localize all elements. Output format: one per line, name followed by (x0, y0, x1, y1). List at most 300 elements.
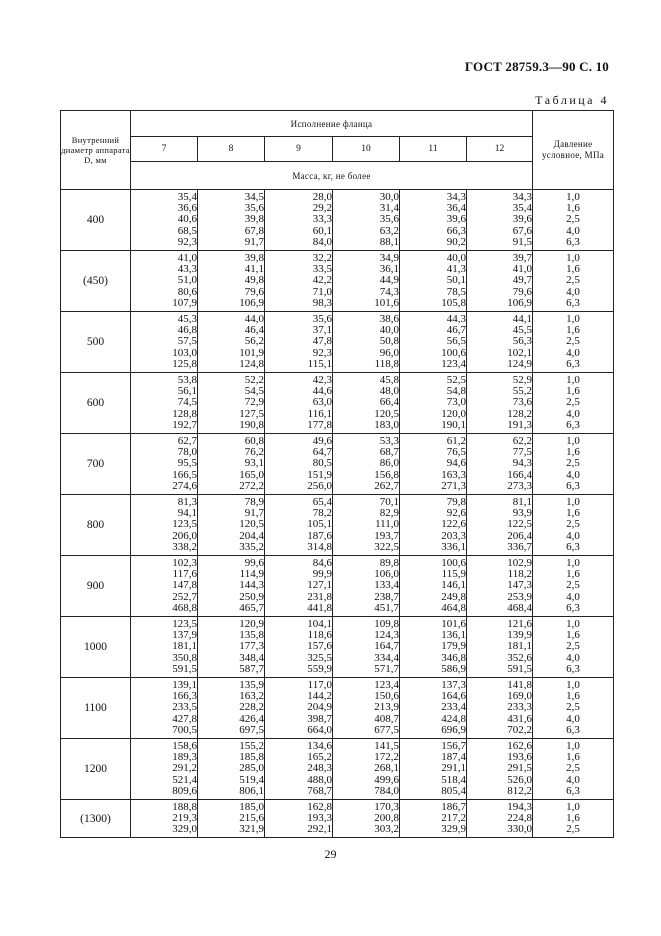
mass-value: 44,0 (244, 312, 264, 325)
mass-value: 451,7 (374, 601, 399, 614)
mass-value: 521,4 (172, 773, 197, 786)
mass-value: 141,8 (507, 678, 533, 691)
mass-values-cell (131, 678, 198, 739)
mass-value: 36,6 (177, 202, 197, 215)
mass-value: 120,5 (374, 407, 399, 420)
mass-value: 35,6 (244, 202, 264, 215)
mass-value: 40,6 (177, 213, 197, 226)
mass-value: 49,8 (244, 274, 264, 287)
mass-value: 115,1 (307, 357, 332, 370)
mass-values-cell (400, 556, 467, 617)
mass-values-cell (198, 373, 265, 434)
mass-value: 193,6 (507, 751, 533, 764)
mass-value: 166,5 (172, 468, 197, 481)
mass-value: 189,3 (172, 751, 197, 764)
pressure-value: 2,5 (566, 640, 580, 653)
mass-value: 115,9 (441, 568, 466, 581)
mass-value: 94,3 (512, 457, 533, 470)
mass-value: 157,6 (307, 640, 332, 653)
mass-values-cell (333, 434, 400, 495)
header-mass-label: Масса, кг, не более (131, 162, 533, 190)
mass-value: 101,6 (441, 617, 466, 630)
pressure-value: 2,5 (566, 335, 580, 348)
mass-value: 105,1 (307, 518, 332, 531)
mass-value: 80,5 (312, 457, 332, 470)
pressure-value: 1,0 (566, 251, 580, 264)
mass-value: 114,9 (239, 568, 264, 581)
mass-value: 99,9 (312, 568, 332, 581)
table-row (61, 373, 614, 434)
mass-value: 179,9 (441, 640, 466, 653)
mass-value: 188,8 (172, 800, 197, 813)
mass-values-cell (265, 556, 333, 617)
mass-values-cell (467, 251, 533, 312)
mass-values-cell (400, 800, 467, 838)
mass-value: 664,0 (307, 723, 332, 736)
mass-value: 78,0 (177, 446, 197, 459)
mass-value: 41,0 (177, 251, 197, 264)
mass-value: 41,1 (244, 263, 264, 276)
mass-value: 52,5 (446, 373, 466, 386)
mass-value: 73,6 (512, 396, 533, 409)
mass-value: 45,5 (512, 324, 533, 337)
mass-value: 303,2 (374, 823, 399, 836)
mass-value: 215,6 (239, 811, 264, 824)
mass-value: 42,3 (312, 373, 332, 386)
mass-value: 117,6 (172, 568, 197, 581)
mass-values-cell (198, 434, 265, 495)
mass-values-cell (198, 556, 265, 617)
mass-values-cell (400, 190, 467, 251)
mass-values-cell (198, 190, 265, 251)
mass-value: 696,9 (441, 723, 466, 736)
mass-value: 441,8 (307, 601, 332, 614)
mass-value: 330,0 (507, 823, 533, 836)
mass-values-cell (400, 617, 467, 678)
mass-value: 135,8 (239, 629, 264, 642)
mass-value: 559,9 (307, 662, 332, 675)
mass-values-cell (131, 617, 198, 678)
mass-value: 158,6 (172, 739, 197, 752)
mass-value: 166,4 (507, 468, 533, 481)
mass-values-cell (467, 617, 533, 678)
mass-value: 68,5 (177, 224, 197, 237)
mass-value: 34,3 (512, 190, 533, 203)
mass-value: 96,0 (379, 346, 399, 359)
pressure-value: 4,0 (566, 529, 580, 542)
header-version-number: 12 (467, 137, 533, 162)
pressure-cell (533, 556, 614, 617)
header-version-number: 9 (265, 137, 333, 162)
mass-value: 40,0 (379, 324, 399, 337)
mass-value: 101,6 (374, 296, 399, 309)
mass-value: 181,1 (507, 640, 533, 653)
mass-values-cell (333, 556, 400, 617)
mass-value: 67,8 (244, 224, 264, 237)
pressure-value: 1,0 (566, 678, 580, 691)
mass-values-cell (265, 678, 333, 739)
mass-value: 165,2 (307, 751, 332, 764)
mass-value: 518,4 (441, 773, 466, 786)
mass-value: 81,3 (177, 495, 197, 508)
mass-value: 57,5 (177, 335, 197, 348)
pressure-value: 1,0 (566, 800, 580, 813)
mass-value: 56,3 (512, 335, 533, 348)
mass-value: 49,6 (312, 434, 332, 447)
mass-values-cell (131, 190, 198, 251)
mass-value: 133,4 (374, 579, 399, 592)
mass-value: 50,1 (446, 274, 466, 287)
mass-value: 124,9 (507, 357, 533, 370)
document-header: ГОСТ 28759.3—90 С. 10 (464, 59, 609, 74)
mass-value: 526,0 (507, 773, 533, 786)
mass-values-cell (400, 739, 467, 800)
pressure-value: 2,5 (566, 396, 580, 409)
mass-value: 204,4 (239, 529, 264, 542)
mass-value: 805,4 (441, 784, 466, 797)
mass-table (60, 110, 614, 838)
mass-value: 424,8 (441, 712, 466, 725)
mass-value: 200,8 (374, 811, 399, 824)
header-flange-version: Исполнение фланца (131, 111, 533, 137)
mass-value: 206,4 (507, 529, 533, 542)
mass-value: 106,0 (374, 568, 399, 581)
mass-value: 63,2 (379, 224, 399, 237)
mass-value: 150,6 (374, 690, 399, 703)
mass-value: 137,9 (172, 629, 197, 642)
mass-value: 274,6 (172, 479, 197, 492)
table-row (61, 800, 614, 838)
mass-values-cell (198, 495, 265, 556)
mass-value: 571,7 (374, 662, 399, 675)
mass-value: 42,2 (312, 274, 332, 287)
mass-values-cell (265, 373, 333, 434)
pressure-value: 4,0 (566, 407, 580, 420)
mass-values-cell (333, 373, 400, 434)
mass-value: 63,0 (312, 396, 332, 409)
mass-value: 30,0 (379, 190, 399, 203)
mass-value: 426,4 (239, 712, 264, 725)
pressure-value: 4,0 (566, 346, 580, 359)
mass-value: 44,1 (512, 312, 533, 325)
mass-value: 156,7 (441, 739, 466, 752)
mass-value: 206,0 (172, 529, 197, 542)
mass-value: 219,3 (172, 811, 197, 824)
mass-value: 488,0 (307, 773, 332, 786)
mass-value: 697,5 (239, 723, 264, 736)
mass-value: 291,5 (507, 762, 533, 775)
pressure-value: 2,5 (566, 823, 580, 836)
mass-value: 334,4 (374, 651, 399, 664)
mass-value: 103,0 (172, 346, 197, 359)
mass-value: 151,9 (307, 468, 332, 481)
pressure-value: 6,3 (566, 235, 580, 248)
pressure-value: 1,6 (566, 446, 580, 459)
mass-value: 33,3 (312, 213, 332, 226)
mass-value: 106,9 (239, 296, 264, 309)
pressure-value: 2,5 (566, 457, 580, 470)
pressure-value: 2,5 (566, 213, 580, 226)
pressure-value: 1,6 (566, 568, 580, 581)
mass-value: 60,1 (312, 224, 332, 237)
mass-value: 76,5 (446, 446, 466, 459)
table-row (61, 251, 614, 312)
mass-value: 55,2 (512, 385, 533, 398)
pressure-value: 4,0 (566, 590, 580, 603)
mass-values-cell (198, 739, 265, 800)
mass-values-cell (198, 800, 265, 838)
mass-value: 31,4 (379, 202, 399, 215)
mass-values-cell (467, 312, 533, 373)
pressure-cell (533, 617, 614, 678)
mass-value: 335,2 (239, 540, 264, 553)
mass-value: 812,2 (507, 784, 533, 797)
pressure-value: 1,0 (566, 495, 580, 508)
mass-value: 41,0 (512, 263, 533, 276)
mass-values-cell (467, 556, 533, 617)
mass-value: 123,5 (172, 617, 197, 630)
mass-value: 217,2 (441, 811, 466, 824)
table-row (61, 434, 614, 495)
mass-value: 35,6 (379, 213, 399, 226)
pressure-cell (533, 739, 614, 800)
mass-value: 35,4 (512, 202, 533, 215)
mass-values-cell (333, 495, 400, 556)
mass-value: 56,5 (446, 335, 466, 348)
mass-value: 124,8 (239, 357, 264, 370)
mass-value: 88,1 (379, 235, 399, 248)
mass-values-cell (131, 312, 198, 373)
mass-values-cell (467, 800, 533, 838)
mass-value: 228,2 (239, 701, 264, 714)
mass-value: 164,7 (374, 640, 399, 653)
mass-value: 204,9 (307, 701, 332, 714)
table-row (61, 190, 614, 251)
mass-values-cell (198, 678, 265, 739)
mass-value: 56,1 (177, 385, 197, 398)
mass-value: 74,5 (177, 396, 197, 409)
mass-value: 80,6 (177, 285, 197, 298)
mass-value: 336,1 (441, 540, 466, 553)
mass-values-cell (198, 251, 265, 312)
mass-value: 123,5 (172, 518, 197, 531)
mass-value: 44,9 (379, 274, 399, 287)
mass-value: 224,8 (507, 811, 533, 824)
mass-value: 79,6 (512, 285, 533, 298)
mass-value: 700,5 (172, 723, 197, 736)
mass-value: 34,5 (244, 190, 264, 203)
mass-value: 78,2 (312, 507, 332, 520)
mass-value: 292,1 (307, 823, 332, 836)
mass-value: 165,0 (239, 468, 264, 481)
mass-value: 191,3 (507, 418, 533, 431)
mass-values-cell (265, 251, 333, 312)
pressure-value: 1,0 (566, 617, 580, 630)
mass-value: 111,0 (375, 518, 399, 531)
table-row (61, 556, 614, 617)
mass-value: 76,2 (244, 446, 264, 459)
mass-value: 122,5 (507, 518, 533, 531)
pressure-value: 1,6 (566, 507, 580, 520)
pressure-value: 1,6 (566, 202, 580, 215)
mass-value: 91,7 (244, 507, 264, 520)
mass-value: 62,2 (512, 434, 533, 447)
mass-value: 127,5 (239, 407, 264, 420)
mass-value: 262,7 (374, 479, 399, 492)
mass-value: 233,4 (441, 701, 466, 714)
mass-values-cell (333, 678, 400, 739)
mass-value: 81,1 (512, 495, 533, 508)
mass-value: 84,6 (312, 556, 332, 569)
mass-value: 427,8 (172, 712, 197, 725)
mass-value: 164,6 (441, 690, 466, 703)
mass-value: 350,8 (172, 651, 197, 664)
mass-values-cell (467, 434, 533, 495)
mass-value: 106,9 (507, 296, 533, 309)
pressure-value: 6,3 (566, 296, 580, 309)
mass-value: 41,3 (446, 263, 466, 276)
mass-value: 99,6 (244, 556, 264, 569)
mass-value: 591,5 (172, 662, 197, 675)
mass-value: 82,9 (379, 507, 399, 520)
mass-value: 36,1 (379, 263, 399, 276)
mass-values-cell (265, 190, 333, 251)
mass-value: 68,7 (379, 446, 399, 459)
pressure-value: 4,0 (566, 773, 580, 786)
mass-value: 37,1 (312, 324, 332, 337)
mass-values-cell (400, 434, 467, 495)
pressure-value: 1,0 (566, 312, 580, 325)
mass-value: 94,1 (177, 507, 197, 520)
mass-values-cell (467, 678, 533, 739)
mass-value: 39,6 (446, 213, 466, 226)
header-version-number: 8 (198, 137, 265, 162)
mass-value: 291,2 (172, 762, 197, 775)
mass-value: 29,2 (312, 202, 332, 215)
mass-values-cell (265, 495, 333, 556)
mass-values-cell (333, 617, 400, 678)
mass-value: 139,9 (507, 629, 533, 642)
pressure-value: 4,0 (566, 285, 580, 298)
mass-value: 54,5 (244, 385, 264, 398)
mass-value: 322,5 (374, 540, 399, 553)
header-pressure: Давление условное, МПа (533, 111, 614, 190)
mass-value: 253,9 (507, 590, 533, 603)
mass-values-cell (333, 251, 400, 312)
pressure-cell (533, 373, 614, 434)
mass-value: 45,3 (177, 312, 197, 325)
pressure-value: 6,3 (566, 540, 580, 553)
mass-value: 101,9 (239, 346, 264, 359)
mass-value: 102,3 (172, 556, 197, 569)
mass-value: 60,8 (244, 434, 264, 447)
mass-value: 806,1 (239, 784, 264, 797)
pressure-value: 6,3 (566, 723, 580, 736)
pressure-value: 2,5 (566, 701, 580, 714)
mass-value: 46,4 (244, 324, 264, 337)
mass-value: 118,2 (507, 568, 533, 581)
mass-value: 92,3 (312, 346, 332, 359)
diameter-cell: 1100 (61, 678, 131, 739)
mass-value: 62,7 (177, 434, 197, 447)
pressure-value: 2,5 (566, 274, 580, 287)
mass-values-cell (131, 373, 198, 434)
mass-value: 336,7 (507, 540, 533, 553)
pressure-cell (533, 495, 614, 556)
diameter-cell: 1000 (61, 617, 131, 678)
pressure-value: 1,6 (566, 811, 580, 824)
pressure-cell (533, 190, 614, 251)
mass-values-cell (198, 312, 265, 373)
mass-value: 118,8 (374, 357, 399, 370)
mass-values-cell (467, 739, 533, 800)
mass-value: 268,1 (374, 762, 399, 775)
mass-value: 123,4 (374, 678, 399, 691)
mass-value: 79,6 (244, 285, 264, 298)
mass-value: 346,8 (441, 651, 466, 664)
mass-value: 677,5 (374, 723, 399, 736)
mass-value: 190,8 (239, 418, 264, 431)
mass-value: 248,3 (307, 762, 332, 775)
table-row (61, 495, 614, 556)
mass-value: 43,3 (177, 263, 197, 276)
mass-value: 587,7 (239, 662, 264, 675)
mass-value: 499,6 (374, 773, 399, 786)
page-number: 29 (324, 847, 337, 861)
mass-value: 121,6 (507, 617, 533, 630)
diameter-cell: 900 (61, 556, 131, 617)
mass-value: 50,8 (379, 335, 399, 348)
mass-value: 177,8 (307, 418, 332, 431)
mass-value: 109,8 (374, 617, 399, 630)
mass-value: 194,3 (507, 800, 533, 813)
mass-values-cell (467, 190, 533, 251)
mass-value: 468,4 (507, 601, 533, 614)
mass-value: 238,7 (374, 590, 399, 603)
mass-value: 116,1 (307, 407, 332, 420)
mass-value: 40,0 (446, 251, 466, 264)
header-inner-diameter: Внутренний диаметр аппарата D, мм (61, 111, 131, 190)
mass-values-cell (265, 617, 333, 678)
mass-value: 107,9 (172, 296, 197, 309)
mass-value: 74,3 (379, 285, 399, 298)
mass-value: 128,2 (507, 407, 533, 420)
mass-value: 141,5 (374, 739, 399, 752)
mass-value: 177,3 (239, 640, 264, 653)
mass-value: 183,0 (374, 418, 399, 431)
mass-value: 53,8 (177, 373, 197, 386)
mass-value: 120,9 (239, 617, 264, 630)
mass-value: 84,0 (312, 235, 332, 248)
mass-value: 192,7 (172, 418, 197, 431)
mass-value: 54,8 (446, 385, 466, 398)
mass-value: 213,9 (374, 701, 399, 714)
header-version-number: 7 (131, 137, 198, 162)
mass-value: 36,4 (446, 202, 466, 215)
pressure-value: 6,3 (566, 479, 580, 492)
pressure-value: 6,3 (566, 418, 580, 431)
diameter-cell: 800 (61, 495, 131, 556)
mass-values-cell (265, 739, 333, 800)
mass-value: 34,3 (446, 190, 466, 203)
mass-value: 187,4 (441, 751, 466, 764)
mass-values-cell (400, 373, 467, 434)
mass-values-cell (333, 190, 400, 251)
mass-value: 100,6 (441, 556, 466, 569)
mass-value: 144,3 (239, 579, 264, 592)
mass-value: 102,9 (507, 556, 533, 569)
diameter-cell: (450) (61, 251, 131, 312)
